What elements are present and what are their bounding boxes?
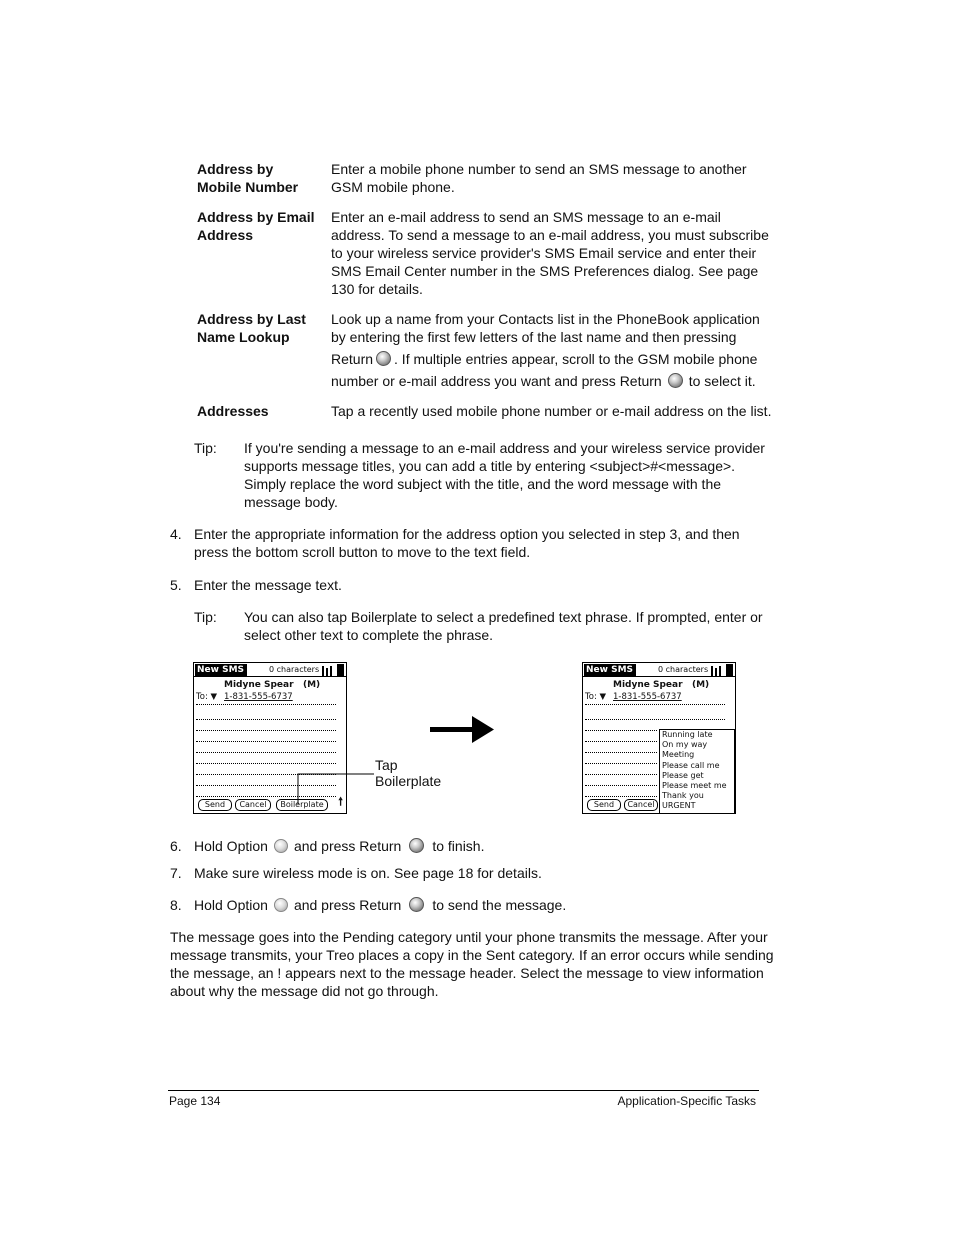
desc-email-address xyxy=(331,208,769,298)
signal-icon xyxy=(711,666,713,676)
menu-item[interactable]: Meeting xyxy=(662,750,695,760)
option-button-icon xyxy=(274,839,288,853)
tip-line: Simply replace the word subject with the title, and the word message with the xyxy=(244,476,722,492)
paragraph-line: about why the message did not go through. xyxy=(170,983,439,999)
text-line[interactable] xyxy=(196,719,336,720)
term-line: Addresses xyxy=(197,403,269,419)
menu-item[interactable]: Please call me xyxy=(662,760,720,770)
tip-line: supports message titles, you can add a title by entering <subject>#<message>. xyxy=(244,458,736,474)
desc-line: 130 for details. xyxy=(331,281,423,297)
step-line: press the bottom scroll button to move to the text field. xyxy=(194,544,531,560)
menu-item[interactable]: Running late xyxy=(662,730,713,739)
to-field[interactable] xyxy=(585,692,606,702)
screen-title: New SMS xyxy=(584,664,636,676)
step-fragment: and press Return xyxy=(293,897,402,913)
desc-fragment: to select it. xyxy=(688,373,756,389)
footer-rule xyxy=(168,1090,759,1091)
step-line: Enter the appropriate information for the address option you selected in step 3, and then xyxy=(194,526,740,542)
term-last-name-lookup xyxy=(197,310,306,346)
callout-line: Tap xyxy=(375,757,398,773)
desc-line: to your wireless service provider's SMS Email service and enter their xyxy=(331,245,757,261)
signal-icon xyxy=(330,666,332,676)
char-count: 0 characters xyxy=(269,665,320,674)
desc-addresses xyxy=(331,402,771,420)
char-count: 0 characters xyxy=(658,665,709,674)
signal-icon xyxy=(322,666,324,676)
text-line[interactable] xyxy=(196,752,336,753)
step-number: 4. xyxy=(170,526,182,542)
text-line[interactable] xyxy=(196,730,336,731)
tip-line: message body. xyxy=(244,494,338,510)
return-button-icon xyxy=(409,838,424,853)
send-button[interactable]: Send xyxy=(198,799,232,811)
term-mobile-number xyxy=(197,160,298,196)
desc-mobile-number xyxy=(331,160,747,196)
step-fragment: and press Return xyxy=(293,838,402,854)
dropdown-arrow-icon[interactable]: ▼ xyxy=(599,692,607,702)
text-line[interactable] xyxy=(585,763,657,764)
to-field[interactable] xyxy=(196,692,217,702)
footer-page: Page 134 xyxy=(169,1094,221,1108)
paragraph-line: the message, an ! appears next to the message header. Select the message to view information xyxy=(170,965,764,981)
tip-line: If you're sending a message to an e-mail address and your wireless service provider xyxy=(244,440,765,456)
signal-icon xyxy=(326,668,328,676)
menu-item[interactable]: Thank you xyxy=(662,791,704,801)
tip-line: select other text to complete the phrase. xyxy=(244,627,494,643)
dropdown-arrow-icon[interactable]: ▼ xyxy=(210,692,218,702)
recipient-number: 1-831-555-6737 xyxy=(224,692,293,702)
desc-fragment: . If multiple entries appear, scroll to the GSM mobile phone xyxy=(394,351,758,367)
recipient-name xyxy=(224,680,320,690)
name-suffix: (M) xyxy=(302,680,321,690)
text-line[interactable] xyxy=(585,730,657,731)
recipient-name xyxy=(613,680,709,690)
menu-item[interactable]: Please get xyxy=(662,770,704,780)
tip-body xyxy=(244,439,765,511)
step-5-text: Enter the message text. xyxy=(194,577,342,593)
term-line: Address by xyxy=(197,161,274,177)
text-line[interactable] xyxy=(585,752,657,753)
menu-item[interactable]: URGENT xyxy=(662,801,696,811)
desc-last-name-lookup xyxy=(331,310,760,390)
footer-section: Application-Specific Tasks xyxy=(617,1094,756,1108)
desc-line: by entering the first few letters of the last name and then pressing xyxy=(331,329,737,345)
name-suffix: (M) xyxy=(691,680,710,690)
step-4-text xyxy=(194,525,740,561)
tip-label: Tip: xyxy=(194,440,217,456)
desc-fragment: number or e-mail address you want and press Return xyxy=(331,373,662,389)
term-line: Name Lookup xyxy=(197,329,290,345)
desc-line: GSM mobile phone. xyxy=(331,179,455,195)
boilerplate-menu xyxy=(659,729,736,814)
term-line: Address by Email xyxy=(197,209,315,225)
desc-line xyxy=(331,372,760,390)
to-label: To: xyxy=(585,692,597,702)
send-button[interactable]: Send xyxy=(587,799,621,811)
callout-text xyxy=(375,757,441,789)
sms-screen-after xyxy=(582,662,736,814)
recipient-number: 1-831-555-6737 xyxy=(613,692,682,702)
signal-icon xyxy=(719,666,721,676)
desc-line: SMS Email Center number in the SMS Preferences dialog. See page xyxy=(331,263,759,279)
text-line[interactable] xyxy=(585,774,657,775)
signal-icon xyxy=(715,668,717,676)
tip-body xyxy=(244,608,763,644)
step-fragment: to send the message. xyxy=(432,897,567,913)
text-line xyxy=(585,704,725,705)
step-fragment: Hold Option xyxy=(194,838,268,854)
paragraph-line: message transmits, your Treo places a copy in the Sent category. If an error occurs while sending xyxy=(170,947,774,963)
term-email-address xyxy=(197,208,315,244)
divider xyxy=(194,676,346,677)
step-7-text: Make sure wireless mode is on. See page 18 for details. xyxy=(194,865,542,881)
return-button-icon xyxy=(376,351,391,366)
callout-line: Boilerplate xyxy=(375,773,442,789)
step-fragment: to finish. xyxy=(432,838,485,854)
divider xyxy=(583,676,735,677)
boilerplate-button[interactable]: Boilerplate xyxy=(276,799,328,811)
desc-line: Enter an e-mail address to send an SMS message to an e-mail xyxy=(331,209,721,225)
to-label: To: xyxy=(196,692,208,702)
term-line: Address xyxy=(197,227,254,243)
text-line[interactable] xyxy=(585,796,657,797)
desc-line: Look up a name from your Contacts list in the PhoneBook application xyxy=(331,311,760,327)
desc-line: address. To send a message to an e-mail address, you must subscribe xyxy=(331,227,769,243)
term-addresses xyxy=(197,402,269,420)
desc-fragment: Return xyxy=(331,351,374,367)
option-button-icon xyxy=(274,898,288,912)
step-fragment: Hold Option xyxy=(194,897,268,913)
scroll-up-icon[interactable]: 🠕 xyxy=(338,795,343,808)
text-line[interactable] xyxy=(196,741,336,742)
step-number: 7. xyxy=(170,865,182,881)
right-arrow-icon xyxy=(428,714,496,746)
return-button-icon xyxy=(668,373,683,388)
menu-item[interactable]: Please meet me xyxy=(662,781,727,791)
text-line xyxy=(196,704,336,705)
menu-item[interactable]: On my way xyxy=(662,740,708,750)
term-line: Address by Last xyxy=(197,311,306,327)
step-number: 6. xyxy=(170,838,182,854)
term-line: Mobile Number xyxy=(197,179,299,195)
screen-title: New SMS xyxy=(195,664,247,676)
tip-label: Tip: xyxy=(194,609,217,625)
callout-leader xyxy=(290,760,380,810)
desc-line: Enter a mobile phone number to send an SMS message to another xyxy=(331,161,747,177)
step-number: 8. xyxy=(170,897,182,913)
text-line[interactable] xyxy=(585,719,725,720)
step-number: 5. xyxy=(170,577,182,593)
text-line[interactable] xyxy=(585,741,657,742)
step-8-text xyxy=(194,896,566,914)
desc-line xyxy=(331,350,760,368)
cancel-button[interactable]: Cancel xyxy=(235,799,271,811)
cancel-button[interactable]: Cancel xyxy=(624,799,658,811)
closing-paragraph xyxy=(170,928,774,1000)
text-line[interactable] xyxy=(585,785,657,786)
tip-line: You can also tap Boilerplate to select a predefined text phrase. If prompted, enter or xyxy=(244,609,763,625)
paragraph-line: The message goes into the Pending category until your phone transmits the message. After your xyxy=(170,929,768,945)
step-6-text xyxy=(194,837,484,855)
name-text: Midyne Spear xyxy=(224,680,294,690)
desc-line: Tap a recently used mobile phone number or e-mail address on the list. xyxy=(331,403,772,419)
name-text: Midyne Spear xyxy=(613,680,683,690)
return-button-icon xyxy=(409,897,424,912)
